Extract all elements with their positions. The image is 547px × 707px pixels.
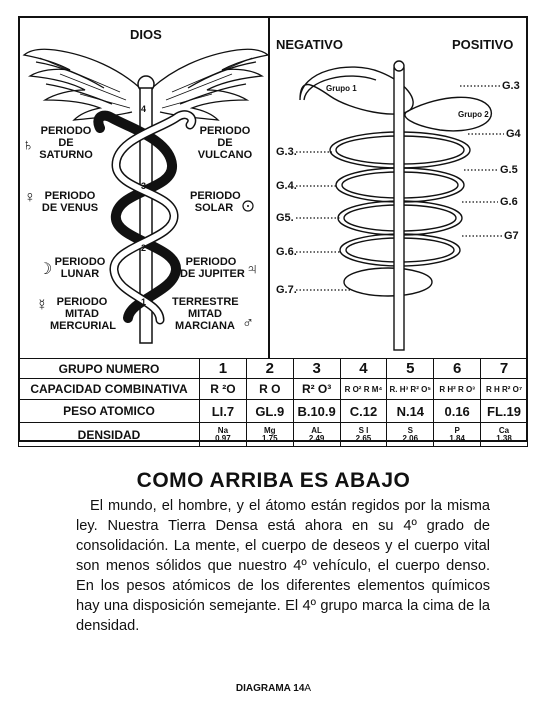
label-densidad: DENSIDAD bbox=[19, 423, 200, 447]
densidad-cell: S I 2.65 bbox=[340, 423, 387, 447]
staff-number-4: 4 bbox=[141, 104, 147, 114]
label-periodo-jupiter: PERIODO DE JUPITER bbox=[180, 256, 245, 280]
body-paragraph bbox=[76, 496, 490, 636]
group-number: 1 bbox=[200, 359, 247, 379]
table-row-peso bbox=[19, 400, 528, 423]
densidad-cell: P 1.84 bbox=[434, 423, 481, 447]
label-negativo: NEGATIVO bbox=[276, 37, 343, 52]
right-group-g3: G.3 bbox=[502, 80, 520, 92]
caption-suffix: A bbox=[304, 683, 312, 694]
venus-symbol-icon: ♀ bbox=[24, 189, 36, 206]
element-table bbox=[18, 358, 528, 447]
label-periodo-lunar: PERIODO LUNAR bbox=[54, 256, 106, 280]
label-periodo-solar: PERIODO SOLAR bbox=[190, 190, 241, 214]
group-number: 2 bbox=[246, 359, 293, 379]
peso-cell: LI.7 bbox=[200, 400, 247, 423]
staff-number-1: 1 bbox=[141, 297, 147, 307]
paragraph-text: El mundo, el hombre, y el átomo están regidos por la misma ley. Nuestra Tierra Densa está ahora en su 4º grado de consolidación. La mente, el cuerpo de deseos y el cuerpo vital son menos sólidos que nuestro 4º vehículo, el cuerpo denso. En los pesos atómicos de los diferentes elementos químicos hay una disposición semejante. El 4º grupo marca la cima de la densidad. bbox=[76, 498, 490, 634]
moon-symbol-icon: ☽ bbox=[38, 261, 53, 278]
left-group-g6: G.6. bbox=[276, 246, 297, 258]
label-grupo-numero: GRUPO NUMERO bbox=[19, 359, 200, 379]
diagram-caption bbox=[0, 683, 547, 694]
jupiter-symbol-icon: ♃ bbox=[246, 261, 258, 278]
capacidad-cell: R O² R M⁴ bbox=[340, 379, 387, 400]
label-terrestre-marciana: TERRESTRE MITAD MARCIANA bbox=[172, 296, 239, 332]
label-capacidad-combinativa: CAPACIDAD COMBINATIVA bbox=[19, 379, 200, 400]
right-group-g7: G7 bbox=[504, 230, 519, 242]
left-panel-title: DIOS bbox=[130, 27, 162, 42]
group-number: 5 bbox=[387, 359, 434, 379]
label-grupo-1: Grupo 1 bbox=[326, 84, 357, 93]
group-number: 7 bbox=[481, 359, 528, 379]
label-grupo-2: Grupo 2 bbox=[458, 110, 489, 119]
group-number: 4 bbox=[340, 359, 387, 379]
staff-number-2: 2 bbox=[141, 243, 147, 253]
page-title: COMO ARRIBA ES ABAJO bbox=[136, 469, 411, 492]
mercury-symbol-icon: ☿ bbox=[36, 297, 48, 314]
left-group-g5: G5. bbox=[276, 212, 294, 224]
label-periodo-venus: PERIODO DE VENUS bbox=[41, 190, 99, 214]
peso-cell: FL.19 bbox=[481, 400, 528, 423]
label-periodo-mercurial: PERIODO MITAD MERCURIAL bbox=[50, 296, 116, 332]
table-row-groups bbox=[19, 359, 528, 379]
right-group-g6: G.6 bbox=[500, 196, 518, 208]
left-group-g4: G.4. bbox=[276, 180, 297, 192]
group-number: 3 bbox=[293, 359, 340, 379]
saturn-symbol-icon: ♄ bbox=[22, 137, 34, 154]
densidad-cell: Mg 1.75 bbox=[246, 423, 293, 447]
left-group-g7: G.7. bbox=[276, 284, 297, 296]
densidad-cell: S 2.06 bbox=[387, 423, 434, 447]
mars-symbol-icon: ♂ bbox=[242, 315, 254, 332]
capacidad-cell: R O bbox=[246, 379, 293, 400]
peso-cell: GL.9 bbox=[246, 400, 293, 423]
capacidad-cell: R. H³ R² O⁵ bbox=[387, 379, 434, 400]
densidad-cell: AL 2.49 bbox=[293, 423, 340, 447]
right-group-g5: G.5 bbox=[500, 164, 518, 176]
staff-number-3: 3 bbox=[141, 181, 147, 191]
caption-main: DIAGRAMA 14 bbox=[235, 683, 305, 694]
table-row-capacidad bbox=[19, 379, 528, 400]
right-group-g4: G4 bbox=[506, 128, 521, 140]
capacidad-cell: R² O³ bbox=[293, 379, 340, 400]
capacidad-cell: R ²O bbox=[200, 379, 247, 400]
capacidad-cell: R H² R O³ bbox=[434, 379, 481, 400]
densidad-cell: Ca 1.38 bbox=[481, 423, 528, 447]
peso-cell: N.14 bbox=[387, 400, 434, 423]
peso-cell: C.12 bbox=[340, 400, 387, 423]
left-group-g3: G.3. bbox=[276, 146, 297, 158]
label-periodo-vulcano: PERIODO DE VULCANO bbox=[197, 125, 253, 161]
label-periodo-saturno: PERIODO DE SATURNO bbox=[39, 125, 93, 161]
densidad-cell: Na 0.97 bbox=[200, 423, 247, 447]
label-peso-atomico: PESO ATOMICO bbox=[19, 400, 200, 423]
peso-cell: B.10.9 bbox=[293, 400, 340, 423]
group-number: 6 bbox=[434, 359, 481, 379]
capacidad-cell: R H R² O⁷ bbox=[481, 379, 528, 400]
peso-cell: 0.16 bbox=[434, 400, 481, 423]
table-row-densidad bbox=[19, 423, 528, 447]
label-positivo: POSITIVO bbox=[452, 37, 514, 52]
